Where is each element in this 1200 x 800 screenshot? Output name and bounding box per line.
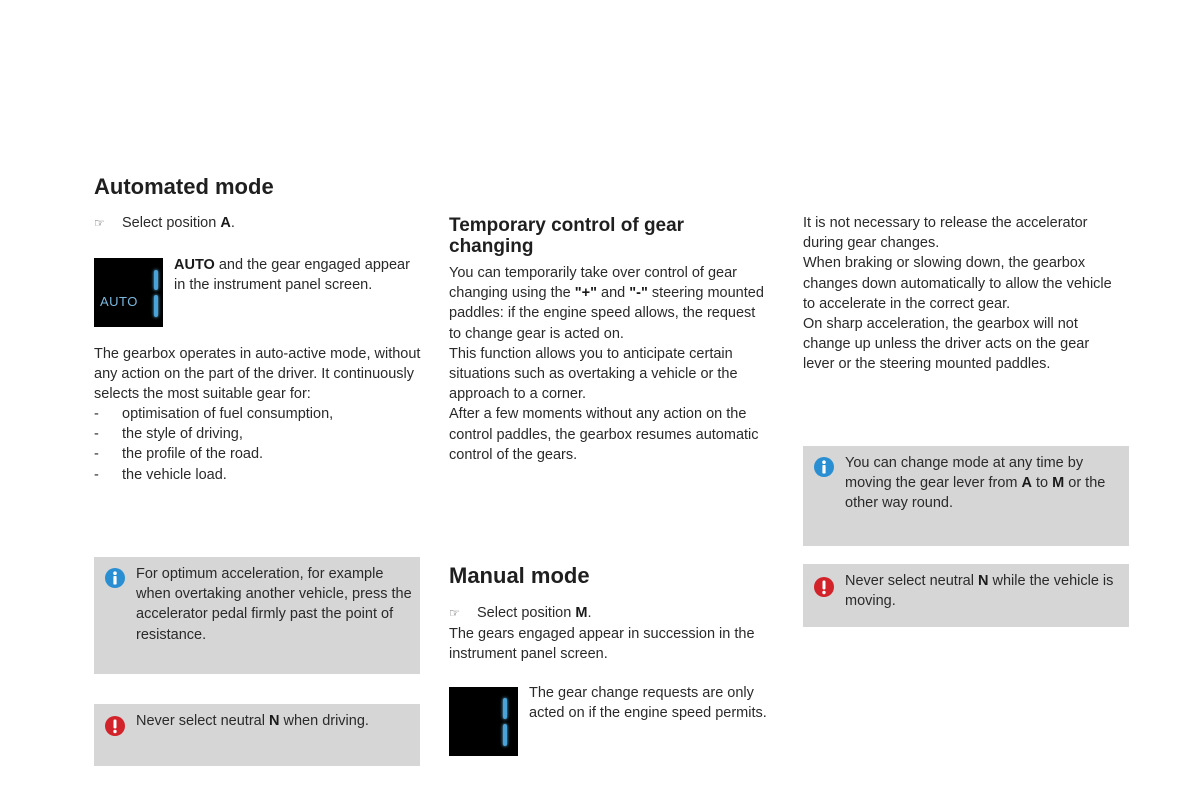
- list-item: - optimisation of fuel consumption,: [94, 406, 334, 422]
- select-prefix: Select position: [122, 215, 221, 231]
- warning-notice-text: Never select neutral N when driving.: [136, 713, 369, 729]
- info-icon: [814, 457, 834, 477]
- gearbox-description: The gearbox operates in auto-active mode, without any action on the part of the driver. It continuously selects the most suitable gear for:: [94, 346, 421, 403]
- select-position-key: M: [575, 605, 588, 621]
- neutral-moving-warning: [803, 564, 1129, 627]
- manual-gear-screen: [449, 687, 518, 756]
- gear-request-text: The gear change requests are only acted on if the engine speed permits.: [529, 685, 767, 722]
- auto-gear-screen: [94, 258, 163, 327]
- pointing-hand-icon: ☞: [94, 216, 105, 230]
- select-position-m: ☞ Select position M.: [449, 603, 779, 623]
- change-mode-info-notice: [803, 446, 1129, 546]
- list-item: - the profile of the road.: [94, 446, 264, 463]
- select-position-a: ☞ Select position A.: [94, 213, 414, 233]
- gear-segment-top: [503, 698, 507, 719]
- gear-change-explanation: It is not necessary to release the accelerator during gear changes. When braking or slowing down, the gearbox changes down automatically to allow the vehicle to accelerate in the correct gear. On sharp acceleration, the gearbox will not change up unless the driver acts on the gear lever or the steering mounted paddles.: [803, 215, 1112, 373]
- acceleration-info-notice: [94, 557, 420, 674]
- exclamation-icon: [814, 577, 834, 597]
- manual-mode-title: Manual mode: [449, 563, 590, 588]
- list-item: - the style of driving,: [94, 426, 243, 443]
- gear-segment-top: [154, 270, 158, 290]
- temporary-control-text: You can temporarily take over control of gear changing using the "+" and "-" steering mounted paddles: if the engine speed allows, the request to change gear is acted on. This function allows you to anticipate certain situations such as overtaking a vehicle or the approach to a corner. After a few moments without any action on the control paddles, the gearbox resumes automatic control of the gears.: [449, 265, 764, 463]
- gear-selection-criteria-list: [94, 404, 424, 485]
- select-position-key: A: [220, 215, 231, 231]
- automated-mode-title: Automated mode: [94, 174, 274, 199]
- gear-segment-bottom: [154, 295, 158, 317]
- auto-description: AUTO and the gear engaged appear in the instrument panel screen.: [174, 257, 410, 294]
- warning-notice-text: Never select neutral N while the vehicle is moving.: [845, 573, 1114, 610]
- auto-word: AUTO: [174, 257, 215, 273]
- list-item: - the vehicle load.: [94, 466, 227, 483]
- manual-gears-text: The gears engaged appear in succession in the instrument panel screen.: [449, 626, 755, 663]
- gear-segment-bottom: [503, 724, 507, 746]
- exclamation-icon: [105, 716, 125, 736]
- temporary-control-title: Temporary control of gear changing: [449, 215, 685, 257]
- screen-auto-label: AUTO: [100, 294, 138, 309]
- pointing-hand-icon: ☞: [449, 606, 460, 620]
- info-icon: [105, 568, 125, 588]
- info-notice-text: You can change mode at any time by moving the gear lever from A to M or the other way round.: [845, 455, 1106, 512]
- neutral-driving-warning: [94, 704, 420, 766]
- info-notice-text: For optimum acceleration, for example when overtaking another vehicle, press the accelerator pedal firmly past the point of resistance.: [136, 566, 412, 643]
